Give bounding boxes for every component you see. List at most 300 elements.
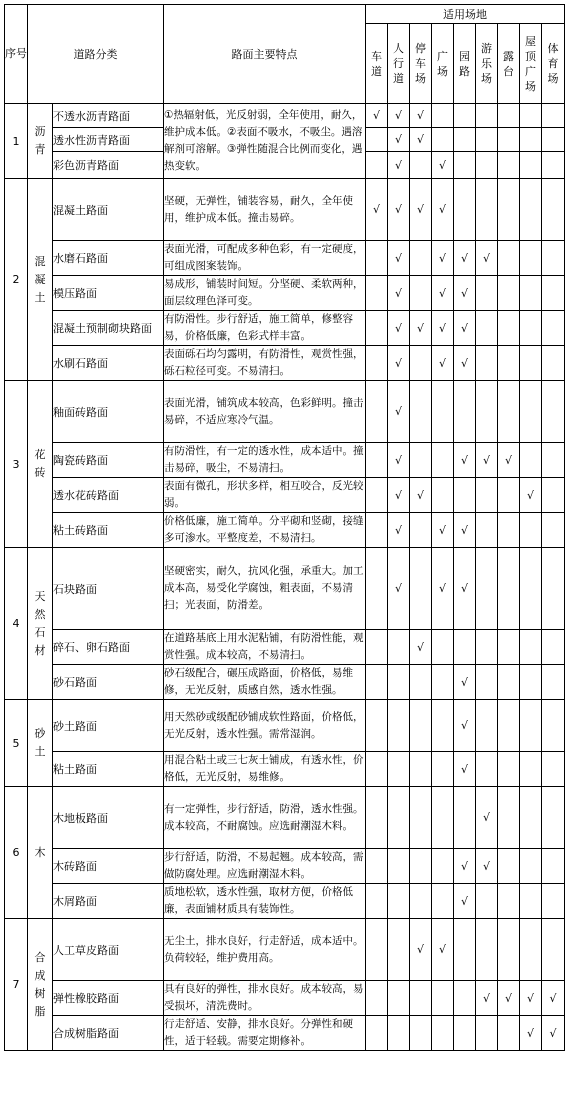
empty-cell — [476, 128, 498, 152]
empty-cell — [388, 919, 410, 981]
empty-cell — [366, 752, 388, 787]
paving-type: 碎石、卵石路面 — [53, 630, 164, 665]
empty-cell — [542, 381, 565, 443]
empty-cell — [432, 128, 454, 152]
empty-cell — [366, 1016, 388, 1051]
table-row — [5, 276, 565, 311]
group-name: 天 然 石 材 — [28, 548, 53, 700]
empty-cell — [388, 630, 410, 665]
empty-cell — [498, 849, 520, 884]
empty-cell — [498, 179, 520, 241]
paving-features: 表面有微孔，形状多样，相互咬合，反光较弱。 — [164, 478, 366, 513]
group-name: 砂 土 — [28, 700, 53, 787]
table-row — [5, 104, 565, 128]
empty-cell — [476, 700, 498, 752]
paving-type: 木地板路面 — [53, 787, 164, 849]
paving-features: 表面光滑，铺筑成本较高，色彩鲜明。撞击易碎，不适应寒冷气温。 — [164, 381, 366, 443]
table-row — [5, 443, 565, 478]
table-row — [5, 513, 565, 548]
empty-cell — [476, 513, 498, 548]
empty-cell — [542, 849, 565, 884]
empty-cell — [542, 152, 565, 179]
empty-cell — [498, 478, 520, 513]
empty-cell — [498, 311, 520, 346]
empty-cell — [366, 981, 388, 1016]
empty-cell — [542, 128, 565, 152]
empty-cell — [454, 1016, 476, 1051]
paving-features: 行走舒适、安静，排水良好。分弹性和硬性，适于轻载。需要定期修补。 — [164, 1016, 366, 1051]
empty-cell — [454, 630, 476, 665]
empty-cell — [542, 241, 565, 276]
empty-cell — [542, 884, 565, 919]
header-venue: 广 场 — [432, 24, 454, 104]
check-mark: √ — [432, 548, 454, 630]
paving-features: 在道路基底上用水泥粘铺，有防滑性能，观赏性强。成本较高，不易清扫。 — [164, 630, 366, 665]
check-mark: √ — [454, 752, 476, 787]
empty-cell — [520, 241, 542, 276]
paving-type: 弹性橡胶路面 — [53, 981, 164, 1016]
empty-cell — [366, 478, 388, 513]
empty-cell — [520, 443, 542, 478]
empty-cell — [476, 884, 498, 919]
empty-cell — [542, 700, 565, 752]
empty-cell — [498, 884, 520, 919]
paving-type: 木屑路面 — [53, 884, 164, 919]
check-mark: √ — [454, 513, 476, 548]
header-venue: 屋 顶 广 场 — [520, 24, 542, 104]
check-mark: √ — [476, 849, 498, 884]
empty-cell — [454, 478, 476, 513]
empty-cell — [454, 104, 476, 128]
table-row — [5, 478, 565, 513]
empty-cell — [498, 152, 520, 179]
paving-features: 质地松软，透水性强，取材方便，价格低廉，表面铺材质具有装饰性。 — [164, 884, 366, 919]
check-mark: √ — [454, 849, 476, 884]
empty-cell — [542, 630, 565, 665]
empty-cell — [366, 241, 388, 276]
empty-cell — [542, 548, 565, 630]
empty-cell — [520, 381, 542, 443]
empty-cell — [432, 752, 454, 787]
check-mark: √ — [454, 548, 476, 630]
empty-cell — [388, 1016, 410, 1051]
empty-cell — [454, 381, 476, 443]
empty-cell — [520, 346, 542, 381]
check-mark: √ — [476, 443, 498, 478]
empty-cell — [410, 513, 432, 548]
paving-features: 有防滑性。步行舒适，施工简单，修整容易，价格低廉，色彩式样丰富。 — [164, 311, 366, 346]
table-row — [5, 630, 565, 665]
empty-cell — [432, 630, 454, 665]
empty-cell — [366, 311, 388, 346]
check-mark: √ — [388, 179, 410, 241]
paving-type: 水刷石路面 — [53, 346, 164, 381]
empty-cell — [432, 1016, 454, 1051]
empty-cell — [366, 548, 388, 630]
paving-type: 人工草皮路面 — [53, 919, 164, 981]
empty-cell — [542, 443, 565, 478]
paving-type: 透水性沥青路面 — [53, 128, 164, 152]
group-name: 沥 青 — [28, 104, 53, 179]
empty-cell — [476, 630, 498, 665]
table-row — [5, 752, 565, 787]
empty-cell — [388, 700, 410, 752]
empty-cell — [520, 152, 542, 179]
empty-cell — [366, 630, 388, 665]
empty-cell — [410, 665, 432, 700]
empty-cell — [410, 152, 432, 179]
header-venue: 露 台 — [498, 24, 520, 104]
empty-cell — [520, 752, 542, 787]
empty-cell — [432, 443, 454, 478]
empty-cell — [476, 752, 498, 787]
empty-cell — [432, 665, 454, 700]
empty-cell — [388, 849, 410, 884]
check-mark: √ — [388, 311, 410, 346]
empty-cell — [432, 381, 454, 443]
check-mark: √ — [498, 443, 520, 478]
empty-cell — [542, 752, 565, 787]
empty-cell — [542, 311, 565, 346]
paving-features: 表面光滑，可配成多种色彩，有一定硬度，可组成图案装饰。 — [164, 241, 366, 276]
empty-cell — [454, 919, 476, 981]
paving-type: 模压路面 — [53, 276, 164, 311]
empty-cell — [432, 787, 454, 849]
empty-cell — [366, 787, 388, 849]
check-mark: √ — [388, 478, 410, 513]
paving-features: 价格低廉，施工简单。分平砌和竖砌，接缝多可渗水。平整度差，不易清扫。 — [164, 513, 366, 548]
empty-cell — [432, 700, 454, 752]
check-mark: √ — [454, 665, 476, 700]
check-mark: √ — [432, 346, 454, 381]
check-mark: √ — [476, 981, 498, 1016]
paving-type: 水磨石路面 — [53, 241, 164, 276]
empty-cell — [476, 381, 498, 443]
empty-cell — [454, 179, 476, 241]
header-features: 路面主要特点 — [164, 5, 366, 104]
group-name: 混 凝 土 — [28, 179, 53, 381]
header-venue: 园 路 — [454, 24, 476, 104]
empty-cell — [520, 104, 542, 128]
table-row — [5, 665, 565, 700]
paving-type: 砂土路面 — [53, 700, 164, 752]
header-seq: 序号 — [5, 5, 28, 104]
empty-cell — [432, 478, 454, 513]
empty-cell — [498, 1016, 520, 1051]
paving-features: 易成形，铺装时间短。分坚硬、柔软两种，面层纹理色泽可变。 — [164, 276, 366, 311]
check-mark: √ — [388, 152, 410, 179]
empty-cell — [366, 346, 388, 381]
empty-cell — [542, 787, 565, 849]
check-mark: √ — [410, 919, 432, 981]
check-mark: √ — [366, 104, 388, 128]
check-mark: √ — [454, 276, 476, 311]
empty-cell — [432, 104, 454, 128]
table-row — [5, 1016, 565, 1051]
paving-type: 砂石路面 — [53, 665, 164, 700]
empty-cell — [498, 630, 520, 665]
table-row — [5, 381, 565, 443]
paving-type: 混凝土路面 — [53, 179, 164, 241]
check-mark: √ — [432, 152, 454, 179]
paving-features: 具有良好的弹性，排水良好。成本较高，易受损坏，清洗费时。 — [164, 981, 366, 1016]
header-row-1 — [5, 5, 565, 24]
empty-cell — [542, 276, 565, 311]
paving-type: 陶瓷砖路面 — [53, 443, 164, 478]
empty-cell — [454, 787, 476, 849]
group-seq: 4 — [5, 548, 28, 700]
table-row — [5, 700, 565, 752]
group-name: 花 砖 — [28, 381, 53, 548]
paving-type: 混凝土预制砌块路面 — [53, 311, 164, 346]
paving-type: 木砖路面 — [53, 849, 164, 884]
empty-cell — [388, 665, 410, 700]
check-mark: √ — [454, 884, 476, 919]
paving-type: 粘土路面 — [53, 752, 164, 787]
empty-cell — [542, 346, 565, 381]
empty-cell — [410, 752, 432, 787]
empty-cell — [410, 1016, 432, 1051]
empty-cell — [366, 919, 388, 981]
empty-cell — [498, 241, 520, 276]
check-mark: √ — [366, 179, 388, 241]
check-mark: √ — [432, 241, 454, 276]
empty-cell — [520, 787, 542, 849]
empty-cell — [432, 884, 454, 919]
empty-cell — [410, 443, 432, 478]
empty-cell — [542, 919, 565, 981]
empty-cell — [476, 919, 498, 981]
empty-cell — [366, 884, 388, 919]
empty-cell — [542, 104, 565, 128]
paving-features: 步行舒适，防滑，不易起翘。成本较高，需做防腐处理。应选耐潮湿木料。 — [164, 849, 366, 884]
check-mark: √ — [454, 311, 476, 346]
check-mark: √ — [520, 1016, 542, 1051]
group-seq: 6 — [5, 787, 28, 919]
empty-cell — [366, 665, 388, 700]
table-row — [5, 849, 565, 884]
check-mark: √ — [388, 241, 410, 276]
empty-cell — [498, 548, 520, 630]
paving-type: 粘土砖路面 — [53, 513, 164, 548]
empty-cell — [476, 276, 498, 311]
check-mark: √ — [476, 787, 498, 849]
check-mark: √ — [388, 548, 410, 630]
check-mark: √ — [410, 128, 432, 152]
empty-cell — [410, 884, 432, 919]
group-seq: 7 — [5, 919, 28, 1051]
empty-cell — [476, 179, 498, 241]
paving-features: ①热辐射低，光反射弱，全年使用，耐久，维护成本低。②表面不吸水，不吸尘。遇溶解剂可溶解。③弹性随混合比例而变化，遇热变软。 — [164, 104, 366, 179]
table-body — [5, 5, 565, 1051]
empty-cell — [498, 128, 520, 152]
empty-cell — [410, 981, 432, 1016]
check-mark: √ — [410, 478, 432, 513]
check-mark: √ — [498, 981, 520, 1016]
empty-cell — [520, 276, 542, 311]
empty-cell — [410, 381, 432, 443]
paving-type: 石块路面 — [53, 548, 164, 630]
empty-cell — [520, 128, 542, 152]
group-name: 木 — [28, 787, 53, 919]
check-mark: √ — [388, 128, 410, 152]
check-mark: √ — [520, 478, 542, 513]
check-mark: √ — [388, 443, 410, 478]
empty-cell — [454, 152, 476, 179]
header-category: 道路分类 — [28, 5, 164, 104]
empty-cell — [520, 548, 542, 630]
empty-cell — [498, 919, 520, 981]
empty-cell — [498, 346, 520, 381]
empty-cell — [542, 478, 565, 513]
check-mark: √ — [432, 179, 454, 241]
check-mark: √ — [454, 346, 476, 381]
table-row — [5, 981, 565, 1016]
empty-cell — [410, 241, 432, 276]
empty-cell — [476, 665, 498, 700]
paving-type: 彩色沥青路面 — [53, 152, 164, 179]
check-mark: √ — [542, 1016, 565, 1051]
paving-features: 坚硬，无弹性，铺装容易，耐久，全年使用，维护成本低。撞击易碎。 — [164, 179, 366, 241]
empty-cell — [454, 981, 476, 1016]
check-mark: √ — [454, 241, 476, 276]
empty-cell — [520, 700, 542, 752]
paving-features: 有一定弹性，步行舒适，防滑，透水性强。成本较高，不耐腐蚀。应选耐潮湿木料。 — [164, 787, 366, 849]
empty-cell — [520, 884, 542, 919]
check-mark: √ — [388, 276, 410, 311]
paving-features: 表面砾石均匀露明，有防滑性，观赏性强，砾石粒径可变。不易清扫。 — [164, 346, 366, 381]
empty-cell — [366, 443, 388, 478]
paving-features: 用混合粘土或三七灰土铺成，有透水性，价格低，无光反射，易维修。 — [164, 752, 366, 787]
empty-cell — [388, 787, 410, 849]
header-venue: 停 车 场 — [410, 24, 432, 104]
paving-type: 不透水沥青路面 — [53, 104, 164, 128]
empty-cell — [476, 1016, 498, 1051]
check-mark: √ — [388, 513, 410, 548]
empty-cell — [410, 346, 432, 381]
table-row — [5, 346, 565, 381]
empty-cell — [410, 548, 432, 630]
empty-cell — [366, 513, 388, 548]
paving-type: 釉面砖路面 — [53, 381, 164, 443]
empty-cell — [388, 981, 410, 1016]
empty-cell — [498, 787, 520, 849]
empty-cell — [498, 104, 520, 128]
empty-cell — [476, 478, 498, 513]
empty-cell — [520, 513, 542, 548]
header-venue: 游 乐 场 — [476, 24, 498, 104]
empty-cell — [542, 179, 565, 241]
empty-cell — [520, 665, 542, 700]
empty-cell — [454, 128, 476, 152]
empty-cell — [366, 381, 388, 443]
table-row — [5, 787, 565, 849]
check-mark: √ — [432, 919, 454, 981]
check-mark: √ — [520, 981, 542, 1016]
check-mark: √ — [454, 443, 476, 478]
group-name: 合 成 树 脂 — [28, 919, 53, 1051]
header-venue: 车 道 — [366, 24, 388, 104]
paving-comparison-table — [4, 4, 565, 1051]
paving-type: 合成树脂路面 — [53, 1016, 164, 1051]
paving-features: 有防滑性，有一定的透水性，成本适中。撞击易碎，吸尘，不易清扫。 — [164, 443, 366, 478]
table-row — [5, 919, 565, 981]
empty-cell — [498, 700, 520, 752]
empty-cell — [498, 665, 520, 700]
paving-features: 用天然砂或级配砂铺成软性路面，价格低，无光反射，透水性强。需常湿润。 — [164, 700, 366, 752]
empty-cell — [476, 311, 498, 346]
empty-cell — [520, 179, 542, 241]
header-venue: 人 行 道 — [388, 24, 410, 104]
empty-cell — [366, 849, 388, 884]
check-mark: √ — [454, 700, 476, 752]
empty-cell — [542, 513, 565, 548]
empty-cell — [432, 981, 454, 1016]
empty-cell — [388, 752, 410, 787]
empty-cell — [476, 104, 498, 128]
paving-type: 透水花砖路面 — [53, 478, 164, 513]
check-mark: √ — [410, 630, 432, 665]
check-mark: √ — [388, 104, 410, 128]
group-seq: 2 — [5, 179, 28, 381]
check-mark: √ — [432, 276, 454, 311]
table-row — [5, 241, 565, 276]
empty-cell — [476, 152, 498, 179]
empty-cell — [410, 787, 432, 849]
check-mark: √ — [410, 311, 432, 346]
empty-cell — [542, 665, 565, 700]
empty-cell — [520, 630, 542, 665]
group-seq: 1 — [5, 104, 28, 179]
empty-cell — [388, 884, 410, 919]
empty-cell — [476, 548, 498, 630]
paving-features: 砂石级配合，碾压成路面，价格低，易维修，无光反射，质感自然，透水性强。 — [164, 665, 366, 700]
empty-cell — [366, 276, 388, 311]
check-mark: √ — [432, 311, 454, 346]
check-mark: √ — [410, 104, 432, 128]
empty-cell — [432, 849, 454, 884]
table-row — [5, 884, 565, 919]
empty-cell — [498, 513, 520, 548]
check-mark: √ — [432, 513, 454, 548]
paving-features: 坚硬密实，耐久，抗风化强，承重大。加工成本高，易受化学腐蚀，粗表面，不易清扫；光表面，防滑差。 — [164, 548, 366, 630]
empty-cell — [366, 700, 388, 752]
check-mark: √ — [388, 346, 410, 381]
header-venues-title: 适用场地 — [366, 5, 565, 24]
empty-cell — [498, 276, 520, 311]
empty-cell — [520, 311, 542, 346]
check-mark: √ — [388, 381, 410, 443]
group-seq: 5 — [5, 700, 28, 787]
empty-cell — [366, 152, 388, 179]
paving-features: 无尘土，排水良好，行走舒适，成本适中。负荷较轻，维护费用高。 — [164, 919, 366, 981]
header-venue: 体 育 场 — [542, 24, 565, 104]
empty-cell — [410, 276, 432, 311]
empty-cell — [520, 919, 542, 981]
empty-cell — [498, 752, 520, 787]
empty-cell — [498, 381, 520, 443]
empty-cell — [476, 346, 498, 381]
empty-cell — [366, 128, 388, 152]
check-mark: √ — [410, 179, 432, 241]
table-row — [5, 179, 565, 241]
group-seq: 3 — [5, 381, 28, 548]
table-row — [5, 548, 565, 630]
empty-cell — [520, 849, 542, 884]
table-row — [5, 311, 565, 346]
empty-cell — [410, 849, 432, 884]
check-mark: √ — [476, 241, 498, 276]
